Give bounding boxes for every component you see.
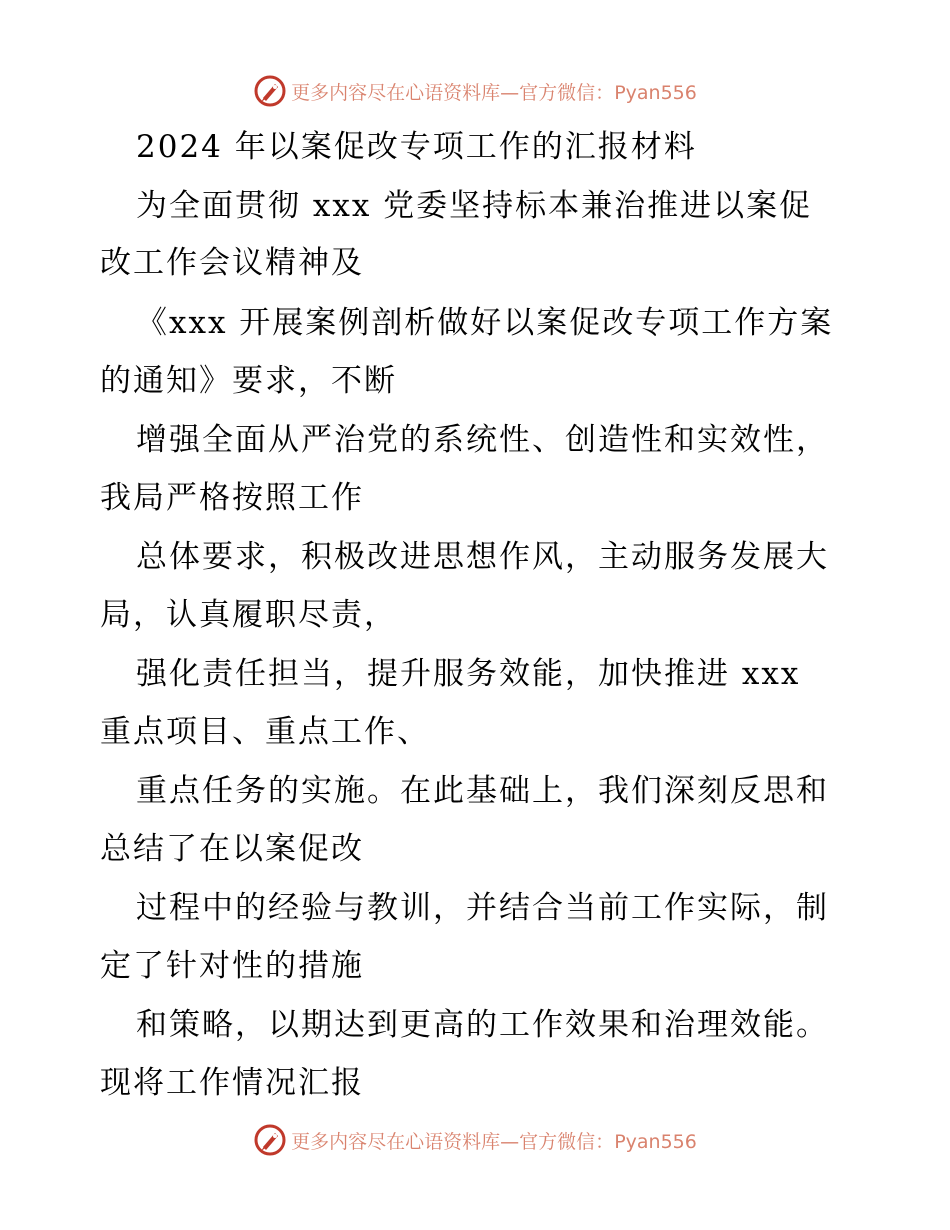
header-watermark xyxy=(0,71,950,111)
paragraph-line: 重点任务的实施。在此基础上，我们深刻反思和 xyxy=(136,773,829,809)
watermark-site-text: 更多内容尽在心语资料库 xyxy=(291,81,501,104)
paragraph-line: 增强全面从严治党的系统性、创造性和实效性， xyxy=(136,422,829,458)
document-title: 2024 年以案促改专项工作的汇报材料 xyxy=(136,129,697,165)
watermark-dash: — xyxy=(500,81,520,104)
paragraph-line: 重点项目、重点工作、 xyxy=(100,714,430,750)
watermark-official-label: 官方微信： xyxy=(519,81,615,104)
paragraph-line: 强化责任担当，提升服务效能，加快推进 xxx xyxy=(136,656,801,692)
paragraph-line: 《xxx 开展案例剖析做好以案促改专项工作方案 xyxy=(136,305,834,341)
watermark-wechat-id: Pyan556 xyxy=(614,81,697,104)
paragraph-line: 的通知》要求，不断 xyxy=(100,363,397,399)
watermark-dash: — xyxy=(500,1130,520,1153)
watermark-official-label: 官方微信： xyxy=(519,1130,615,1153)
watermark-text xyxy=(291,1127,697,1154)
paragraph-line: 局，认真履职尽责， xyxy=(100,597,397,633)
paragraph-line: 总结了在以案促改 xyxy=(100,831,364,867)
paragraph-line: 现将工作情况汇报 xyxy=(100,1065,364,1101)
footer-watermark xyxy=(0,1120,950,1160)
paragraph-line: 总体要求，积极改进思想作风，主动服务发展大 xyxy=(136,539,829,575)
watermark-wechat-id: Pyan556 xyxy=(614,1130,697,1153)
paragraph-line: 定了针对性的措施 xyxy=(100,948,364,984)
pen-nib-logo-icon xyxy=(253,74,287,108)
watermark-site-text: 更多内容尽在心语资料库 xyxy=(291,1130,501,1153)
paragraph-line: 为全面贯彻 xxx 党委坚持标本兼治推进以案促 xyxy=(136,188,813,224)
paragraph-line: 和策略，以期达到更高的工作效果和治理效能。 xyxy=(136,1007,829,1043)
paragraph-line: 过程中的经验与教训，并结合当前工作实际，制 xyxy=(136,890,829,926)
watermark-text xyxy=(291,78,697,105)
pen-nib-logo-icon xyxy=(253,1123,287,1157)
paragraph-line: 改工作会议精神及 xyxy=(100,245,364,281)
paragraph-line: 我局严格按照工作 xyxy=(100,480,364,516)
